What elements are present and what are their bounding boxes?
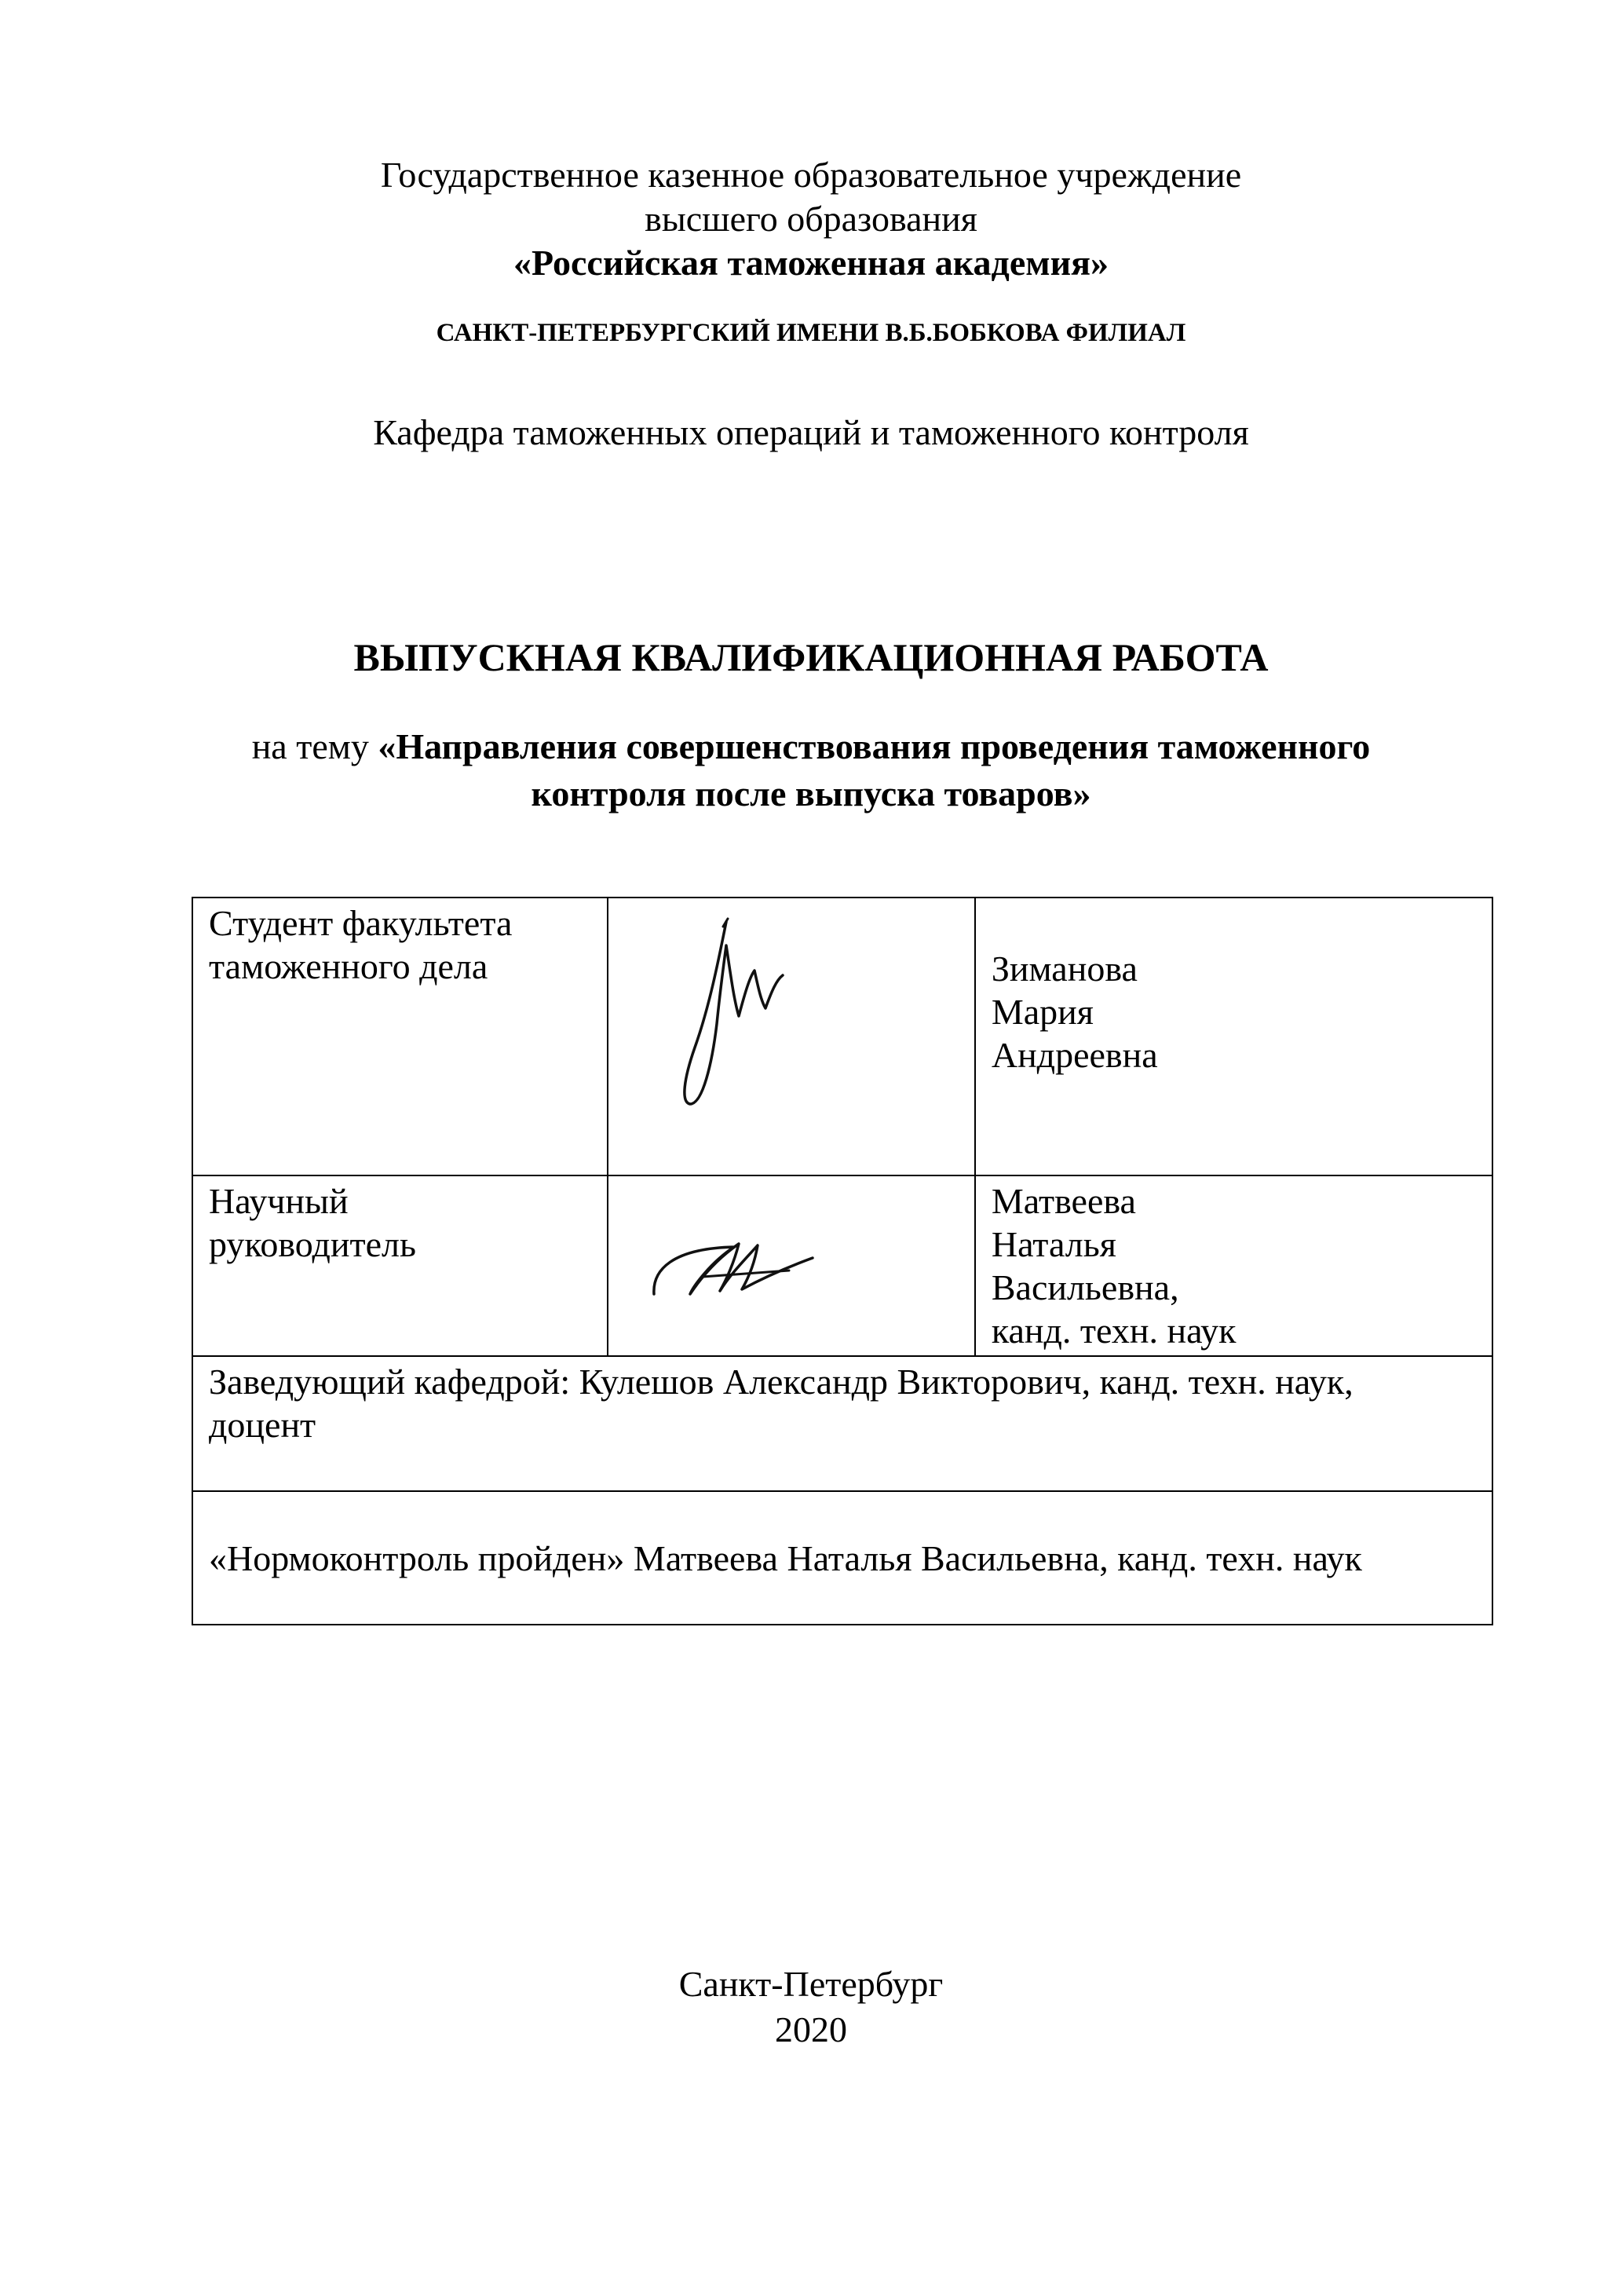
supervisor-name-cell bbox=[975, 1175, 1492, 1356]
student-surname: Зиманова bbox=[991, 949, 1138, 989]
supervisor-signature bbox=[608, 1176, 951, 1338]
institution-line-1: Государственное казенное образовательное учреждение bbox=[380, 155, 1242, 195]
supervisor-surname: Матвеева bbox=[991, 1181, 1136, 1221]
supervisor-first-name: Наталья bbox=[991, 1224, 1116, 1264]
signature-table bbox=[192, 897, 1493, 1625]
institution-line-2: высшего образования bbox=[645, 199, 977, 239]
supervisor-patronymic: Васильевна, bbox=[991, 1267, 1179, 1307]
student-role-cell bbox=[192, 898, 608, 1175]
work-title: ВЫПУСКНАЯ КВАЛИФИКАЦИОННАЯ РАБОТА bbox=[353, 635, 1269, 679]
student-signature-cell bbox=[608, 898, 975, 1175]
supervisor-role-cell bbox=[192, 1175, 608, 1356]
student-signature bbox=[608, 898, 951, 1123]
work-theme-line-2: контроля после выпуска товаров» bbox=[531, 773, 1091, 813]
student-name-cell bbox=[975, 898, 1492, 1175]
supervisor-row bbox=[192, 1175, 1492, 1356]
normcontrol-row bbox=[192, 1491, 1492, 1625]
city: Санкт-Петербург bbox=[678, 1964, 944, 2004]
head-of-department-row bbox=[192, 1356, 1492, 1491]
theme-prefix: на тему bbox=[251, 726, 378, 766]
supervisor-signature-cell bbox=[608, 1175, 975, 1356]
theme-text-line-1: «Направления совершенствования проведения таможенного bbox=[378, 726, 1371, 766]
branch-name: САНКТ-ПЕТЕРБУРГСКИЙ ИМЕНИ В.Б.БОБКОВА ФИЛИАЛ bbox=[436, 319, 1186, 347]
student-role-line-1: Студент факультета bbox=[209, 903, 513, 943]
student-role-line-2: таможенного дела bbox=[209, 946, 488, 986]
supervisor-degree: канд. техн. наук bbox=[991, 1311, 1237, 1351]
student-first-name: Мария bbox=[991, 992, 1094, 1032]
head-of-department-line-2: доцент bbox=[209, 1405, 316, 1445]
department-name: Кафедра таможенных операций и таможенного контроля bbox=[373, 412, 1249, 452]
normcontrol-cell: «Нормоконтроль пройден» Матвеева Наталья Васильевна, канд. техн. наук bbox=[192, 1491, 1492, 1625]
year: 2020 bbox=[775, 2009, 847, 2049]
academy-name: «Российская таможенная академия» bbox=[513, 243, 1109, 283]
supervisor-role-line-2: руководитель bbox=[209, 1224, 416, 1264]
supervisor-role-line-1: Научный bbox=[209, 1181, 349, 1221]
head-of-department-line-1: Заведующий кафедрой: Кулешов Александр Викторович, канд. техн. наук, bbox=[209, 1362, 1353, 1402]
student-patronymic: Андреевна bbox=[991, 1035, 1158, 1075]
work-theme-line-1 bbox=[0, 726, 1622, 767]
head-of-department-cell bbox=[192, 1356, 1492, 1491]
student-row bbox=[192, 898, 1492, 1175]
